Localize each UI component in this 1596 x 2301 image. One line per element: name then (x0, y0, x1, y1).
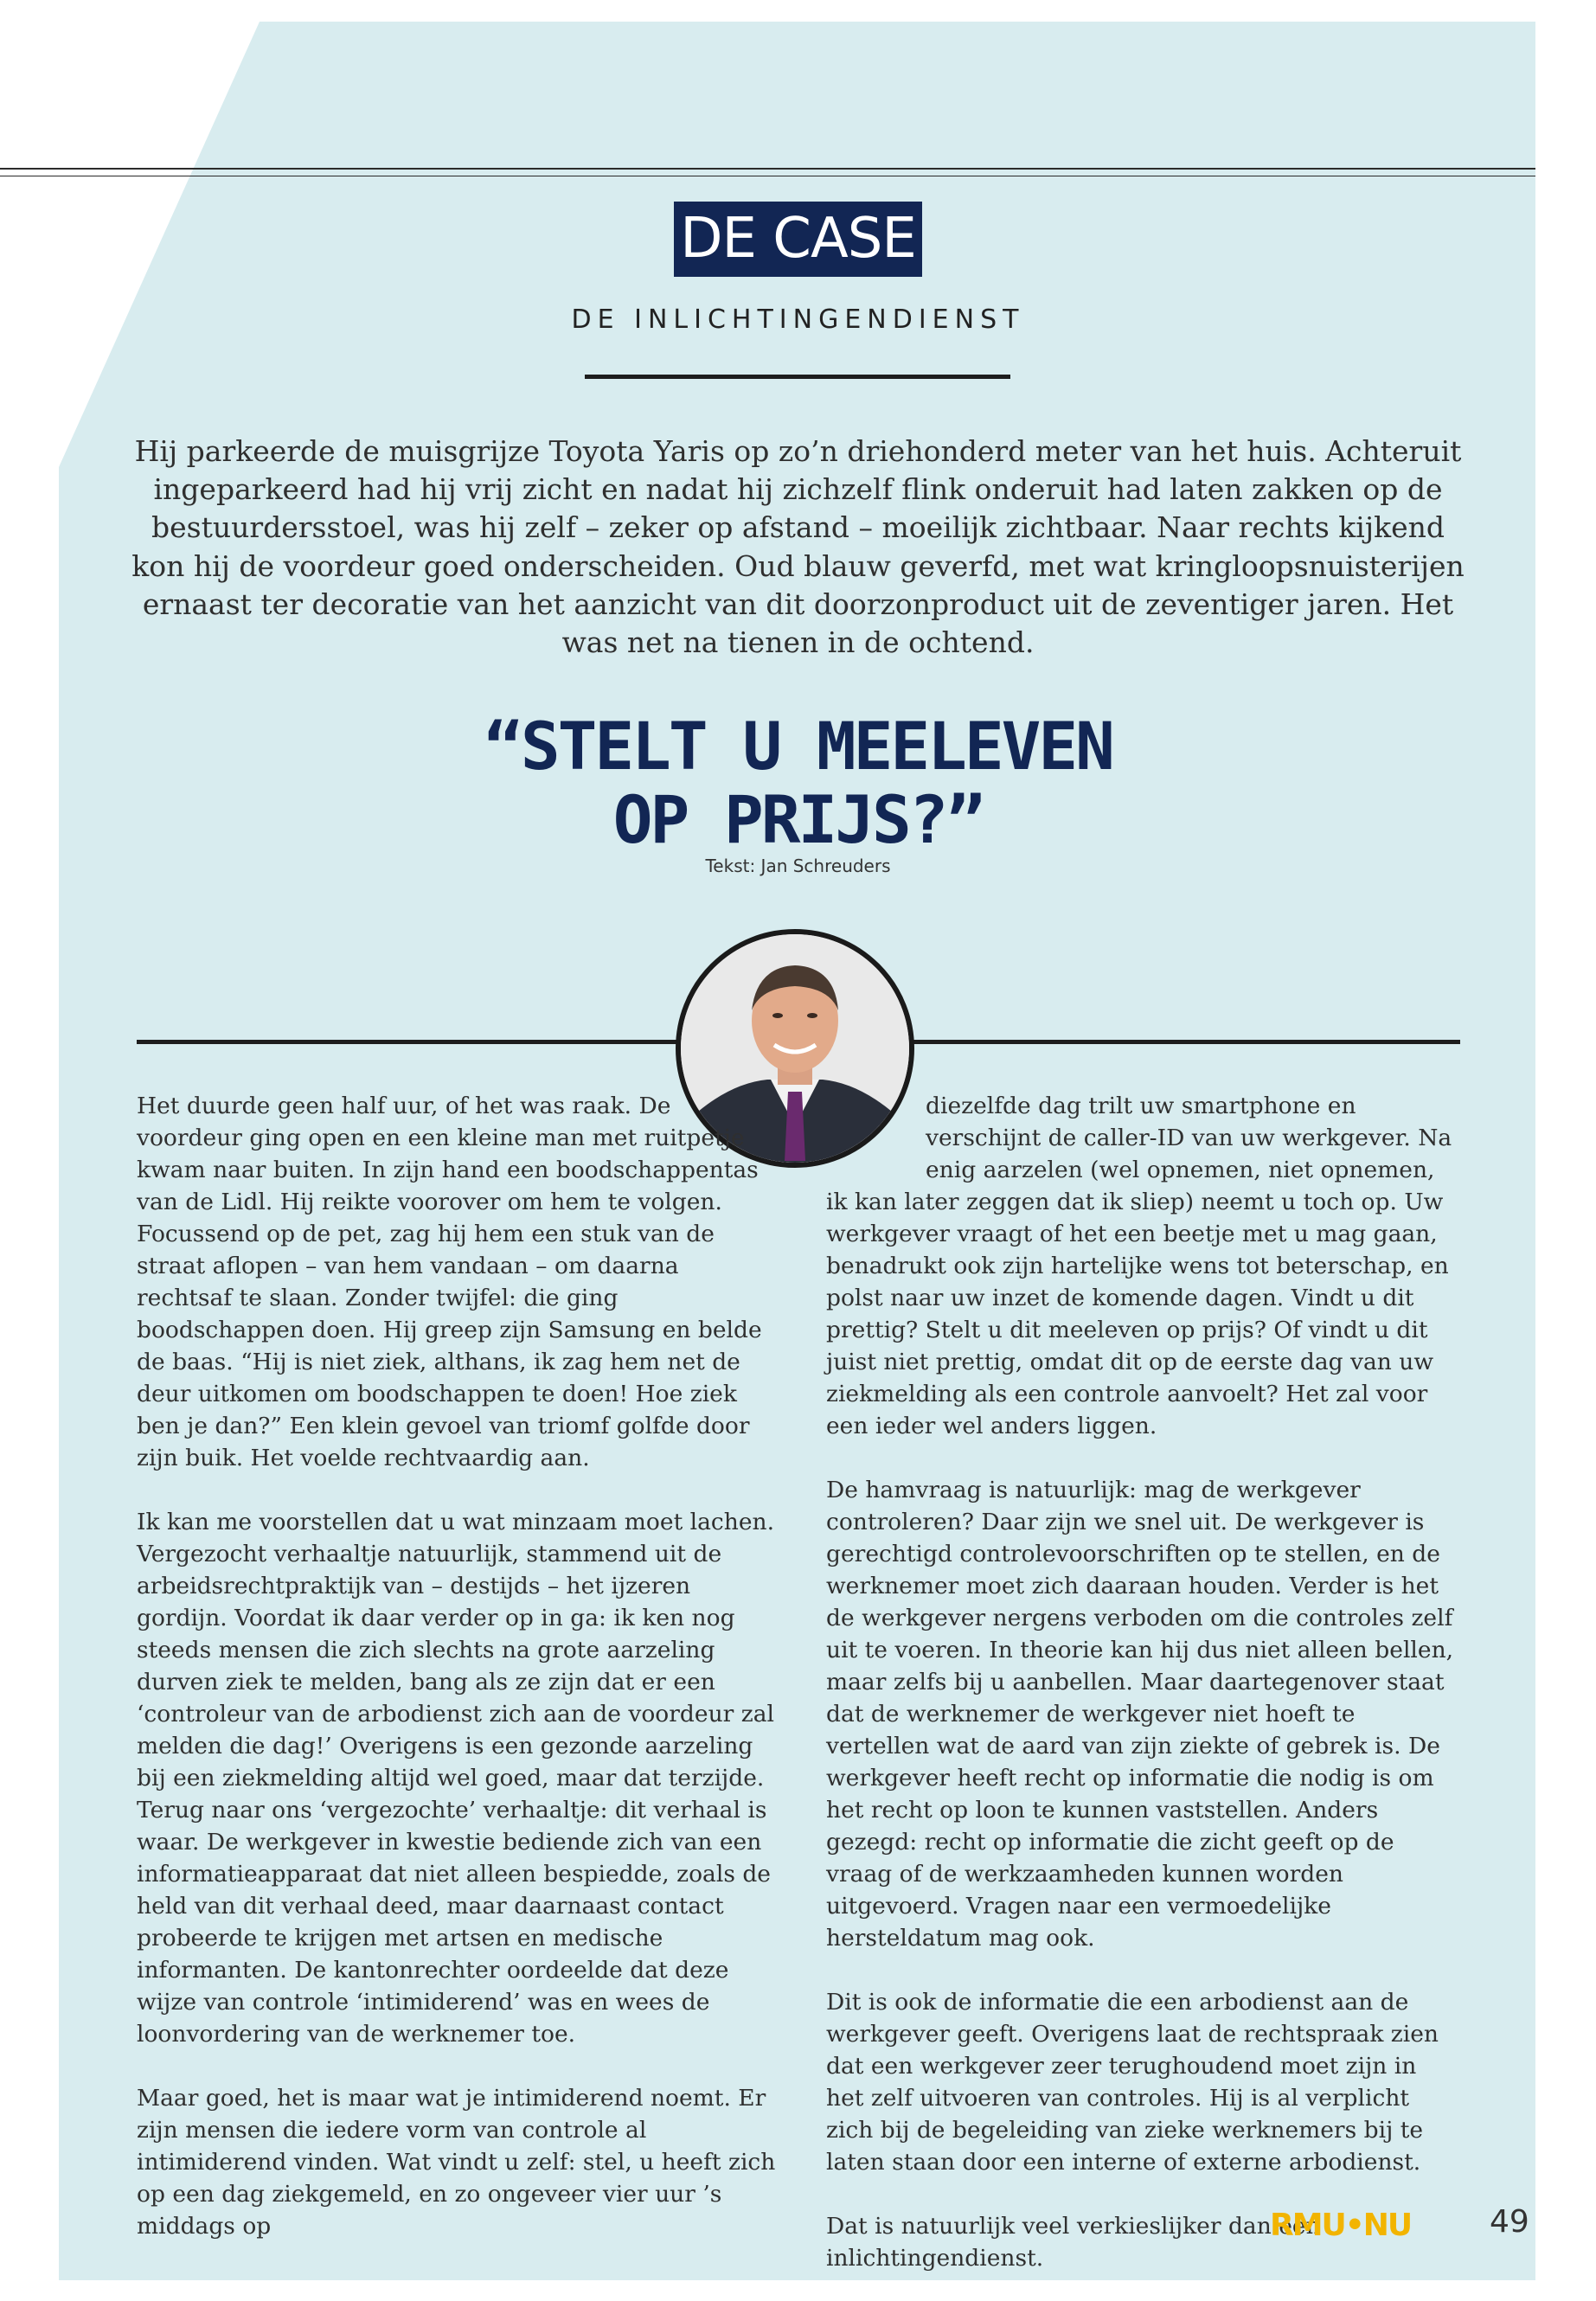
logo-text: RMU•NU (1270, 2208, 1412, 2241)
subtitle-underline (585, 375, 1010, 379)
author-credit: Tekst: Jan Schreuders (705, 856, 891, 876)
headline (0, 709, 1596, 856)
body-paragraph: diezelfde dag trilt uw smartphone en verschijnt de caller-ID van uw werkgever. Na enig aarzelen (wel opnemen, niet opnemen, ik kan later zeggen dat ik sliep) neemt u toch op. Uw werkgever vraagt of het een beetje met u mag gaan, benadrukt ook zijn hartelijke wens tot beterschap, en polst naar uw inzet de komende dagen. Vindt u dit prettig? Stelt u dit meeleven op prijs? Of vindt u dit juist niet prettig, omdat dit op de eerste dag van uw ziekmelding als een controle aanvoelt? Het zal voor een ieder wel anders liggen. (826, 1093, 1452, 1439)
divider-right (912, 1040, 1460, 1044)
body-paragraph: De hamvraag is natuurlijk: mag de werkgever controleren? Daar zijn we snel uit. De werkgever is gerechtigd controlevoorschriften op te stellen, en de werknemer moet zich daaraan houden. Verder is het de werkgever nergens verboden om die controles zelf uit te voeren. In theorie kan hij dus niet alleen bellen, maar zelfs bij u aanbellen. Maar daartegenover staat dat de werknemer de werkgever niet hoeft te vertellen wat de aard van zijn ziekte of gebrek is. De werkgever heeft recht op informatie die nodig is om het recht op loon te kunnen vaststellen. Anders gezegd: recht op informatie die zicht geeft op de vraag of de werkzaamheden kunnen worden uitgevoerd. Vragen naar een vermoedelijke hersteldatum mag ook. (826, 1477, 1454, 1952)
top-rule (0, 168, 1535, 170)
article-subtitle: DE INLICHTINGENDIENST (571, 304, 1025, 335)
body-paragraph: Het duurde geen half uur, of het was raak. De voordeur ging open en een kleine man met ruitpetje kwam naar buiten. In zijn hand een boodschappentas van de Lidl. Hij reikte voorover om hem te volgen. Focussend op de pet, zag hij hem een stuk van de straat aflopen – van hem vandaan – om daarna rechtsaf te slaan. Zonder twijfel: die ging boodschappen doen. Hij greep zijn Samsung en belde de baas. “Hij is niet ziek, althans, ik zag hem net de deur uitkomen om boodschappen te doen! Hoe ziek ben je dan?” Een klein gevoel van triomf golfde door zijn buik. Het voelde rechtvaardig aan. (137, 1093, 762, 1471)
page-number: 49 (1490, 2204, 1529, 2240)
portrait-wrap-space (826, 1090, 926, 1186)
headline-line-1: “STELT U MEELEVEN (484, 708, 1112, 785)
body-paragraph: Ik kan me voorstellen dat u wat minzaam moet lachen. Vergezocht verhaaltje natuurlijk, stammend uit de arbeidsrechtpraktijk van – destijds – het ijzeren gordijn. Voordat ik daar verder op in ga: ik ken nog steeds mensen die zich slechts na grote aarzeling durven ziek te melden, bang als ze zijn dat er een ‘controleur van de arbodienst zich aan de voordeur zal melden die dag!’ Overigens is een gezonde aarzeling bij een ziekmelding altijd wel goed, maar dat terzijde. Terug naar ons ‘vergezochte’ verhaaltje: dit verhaal is waar. De werkgever in kwestie bediende zich van een informatieapparaat dat niet alleen bespiedde, zoals de held van dit verhaal deed, maar daarnaast contact probeerde te krijgen met artsen en medische informanten. De kantonrechter oordeelde dat deze wijze van controle ‘intimiderend’ was en wees de loonvordering van de werknemer toe. (137, 1509, 774, 2048)
body-paragraph: Dat is natuurlijk veel verkieslijker dan een inlichtingendienst. (826, 2213, 1321, 2272)
body-paragraph: Maar goed, het is maar wat je intimiderend noemt. Er zijn mensen die iedere vorm van controle al intimiderend vinden. Wat vindt u zelf: stel, u heeft zich op een dag ziekgemeld, en zo ongeveer vier uur ’s middags op (137, 2085, 776, 2240)
rmu-nu-logo (1270, 2205, 1434, 2241)
body-column-right (826, 1090, 1459, 2274)
headline-line-2: OP PRIJS?” (612, 781, 984, 858)
body-paragraph: Dit is ook de informatie die een arbodienst aan de werkgever geeft. Overigens laat de rechtspraak zien dat een werkgever zeer terughoudend moet zijn in het zelf uitvoeren van controles. Hij is al verplicht zich bij de begeleiding van zieke werknemers bij te laten staan door een interne of externe arbodienst. (826, 1989, 1439, 2176)
divider-left (137, 1040, 678, 1044)
intro-paragraph: Hij parkeerde de muisgrijze Toyota Yaris op zo’n driehonderd meter van het huis. Achteruit ingeparkeerd had hij vrij zicht en nadat hij zichzelf flink onderuit had laten zakken op de bestuurdersstoel, was hij zelf – zeker op afstand – moeilijk zichtbaar. Naar rechts kijkend kon hij de voordeur goed onderscheiden. Oud blauw geverfd, met wat kringloopsnuisterijen ernaast ter decoratie van het aanzicht van dit doorzonproduct uit de zeventiger jaren. Het was net na tienen in de ochtend. (131, 434, 1465, 660)
body-column-left (137, 1090, 777, 2242)
section-label: DE CASE (674, 202, 922, 277)
